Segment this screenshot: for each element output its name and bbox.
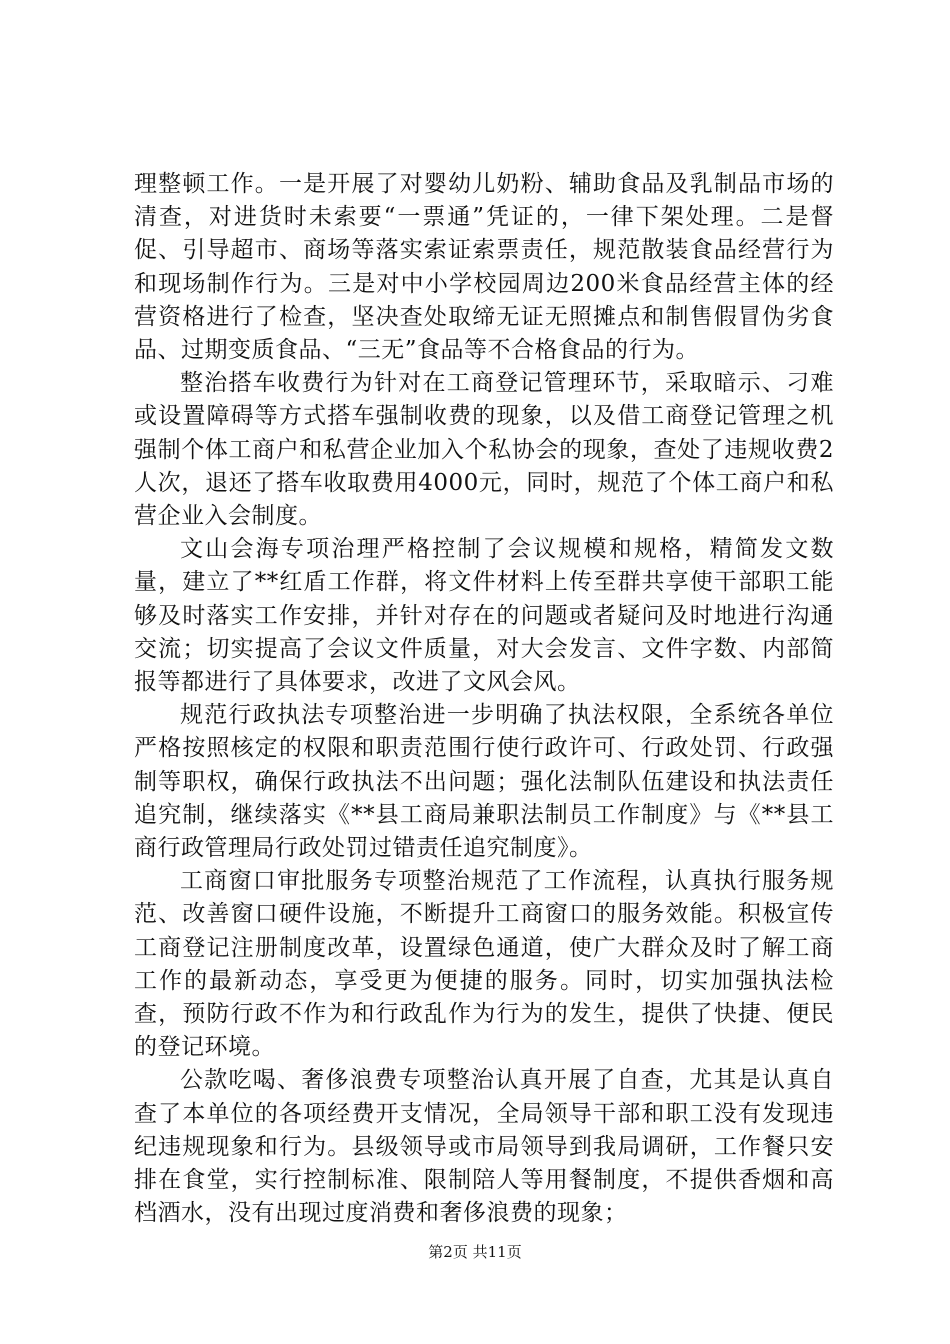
paragraph-meetings-documents: 文山会海专项治理严格控制了会议规模和规格，精简发文数量，建立了**红盾工作群，将文件材料上传至群共享使干部职工能够及时落实工作安排，并针对存在的问题或者疑问及时地进行沟通交流；切实提高了会议文件质量，对大会发言、文件字数、内部简报等都进行了具体要求，改进了文风会风。 bbox=[134, 536, 834, 696]
paragraph-continuation: 理整顿工作。一是开展了对婴幼儿奶粉、辅助食品及乳制品市场的清查，对进货时未索要“一票通”凭证的，一律下架处理。二是督促、引导超市、商场等落实索证索票责任，规范散装食品经营行为和现场制作行为。三是对中小学校园周边200米食品经营主体的经营资格进行了检查，坚决查处取缔无证无照摊点和制售假冒伪劣食品、过期变质食品、“三无”食品等不合格食品的行为。 bbox=[134, 171, 834, 364]
paragraph-window-service: 工商窗口审批服务专项整治规范了工作流程，认真执行服务规范、改善窗口硬件设施，不断提升工商窗口的服务效能。积极宣传工商登记注册制度改革，设置绿色通道，使广大群众及时了解工商工作的最新动态，享受更为便捷的服务。同时，切实加强执法检查，预防行政不作为和行政乱作为行为的发生，提供了快捷、便民的登记环境。 bbox=[134, 868, 834, 1061]
paragraph-public-funds-dining: 公款吃喝、奢侈浪费专项整治认真开展了自查，尤其是认真自查了本单位的各项经费开支情况，全局领导干部和职工没有发现违纪违规现象和行为。县级领导或市局领导到我局调研，工作餐只安排在食堂，实行控制标准、限制陪人等用餐制度，不提供香烟和高档酒水，没有出现过度消费和奢侈浪费的现象； bbox=[134, 1067, 834, 1227]
paragraph-administrative-enforcement: 规范行政执法专项整治进一步明确了执法权限，全系统各单位严格按照核定的权限和职责范围行使行政许可、行政处罚、行政强制等职权，确保行政执法不出问题；强化法制队伍建设和执法责任追究制，继续落实《**县工商局兼职法制员工作制度》与《**县工商行政管理局行政处罚过错责任追究制度》。 bbox=[134, 702, 834, 862]
document-body bbox=[134, 168, 834, 1231]
paragraph-surcharge-rectification: 整治搭车收费行为针对在工商登记管理环节，采取暗示、刁难或设置障碍等方式搭车强制收费的现象，以及借工商登记管理之机强制个体工商户和私营企业加入个私协会的现象，查处了违规收费2人次，退还了搭车收取费用4000元，同时，规范了个体工商户和私营企业入会制度。 bbox=[134, 370, 834, 530]
page-number-footer: 第2页 共11页 bbox=[428, 1243, 522, 1261]
